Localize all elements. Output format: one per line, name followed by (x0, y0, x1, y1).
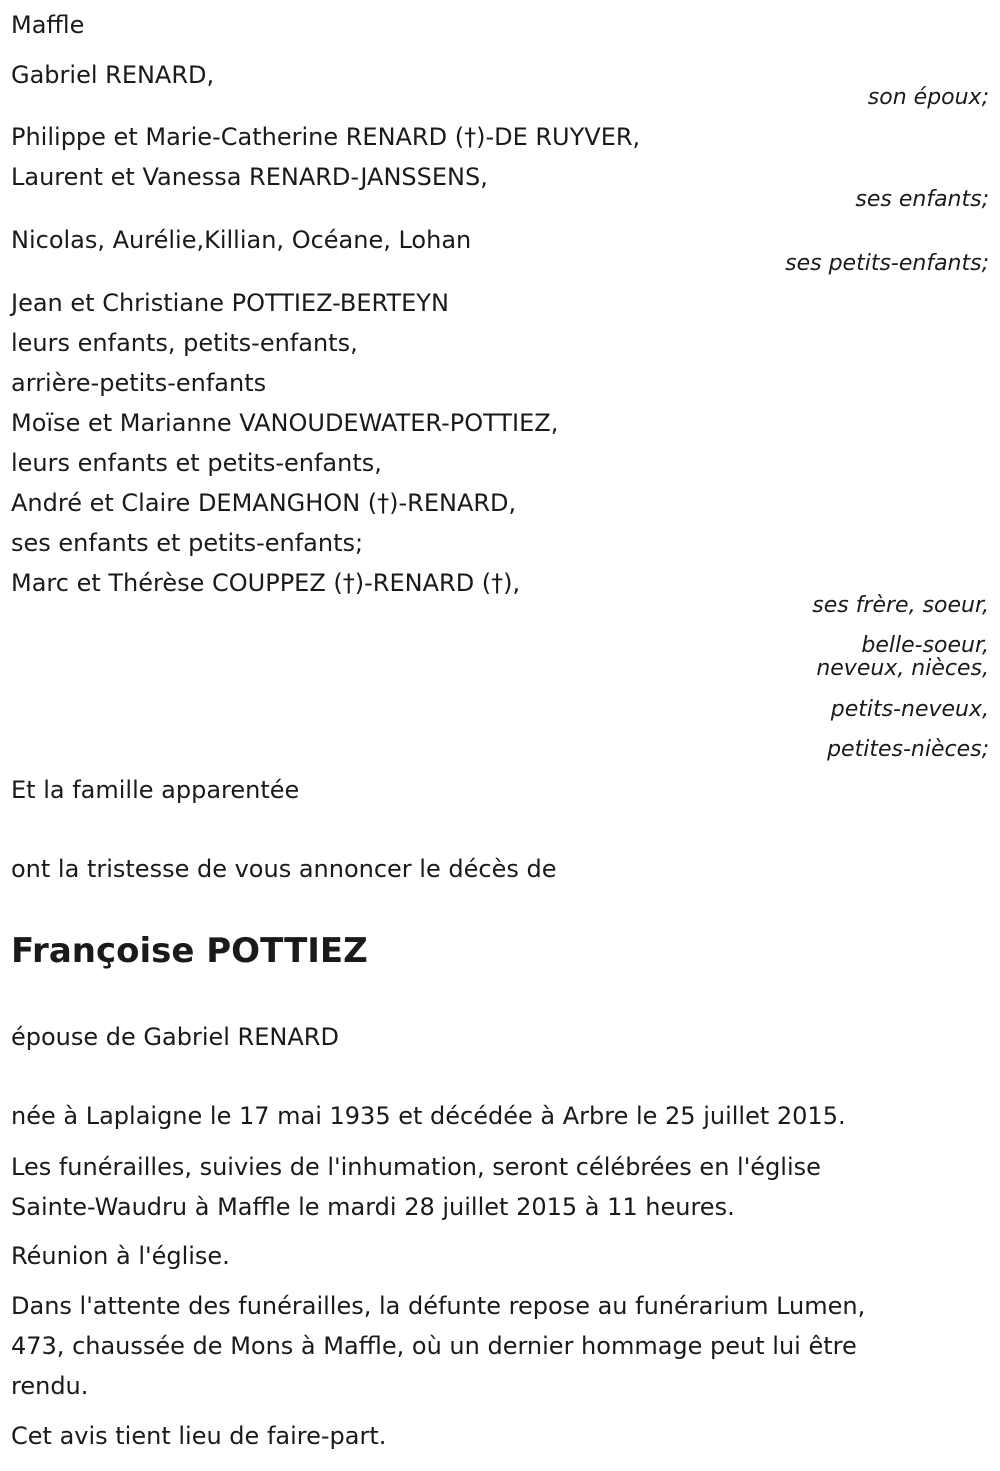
siblings-role: petites-nièces; (827, 737, 989, 762)
announcement-intro: ont la tristesse de vous annoncer le décès de (11, 855, 557, 883)
sibling-line: Marc et Thérèse COUPPEZ (†)-RENARD (†), (11, 569, 521, 597)
sibling-line: leurs enfants et petits-enfants, (11, 449, 382, 477)
sibling-line: arrière-petits-enfants (11, 369, 267, 397)
child-line: Laurent et Vanessa RENARD-JANSSENS, (11, 163, 488, 191)
sibling-line: Jean et Christiane POTTIEZ-BERTEYN (11, 289, 449, 317)
spouse-name: Gabriel RENARD, (11, 61, 215, 89)
spouse-role: son époux; (867, 85, 989, 110)
sibling-line: leurs enfants, petits-enfants, (11, 329, 358, 357)
relation: épouse de Gabriel RENARD (11, 1023, 339, 1051)
grandchildren: Nicolas, Aurélie,Killian, Océane, Lohan (11, 226, 472, 254)
funerarium-line: 473, chaussée de Mons à Maffle, où un dernier hommage peut lui être (11, 1332, 857, 1360)
siblings-role: neveux, nièces, (816, 656, 989, 681)
grandchildren-role: ses petits-enfants; (785, 251, 989, 276)
birth-death: née à Laplaigne le 17 mai 1935 et décédée à Arbre le 25 juillet 2015. (11, 1102, 846, 1130)
sibling-line: Moïse et Marianne VANOUDEWATER-POTTIEZ, (11, 409, 559, 437)
funerarium-line: Dans l'attente des funérailles, la défunte repose au funérarium Lumen, (11, 1292, 866, 1320)
meeting: Réunion à l'église. (11, 1242, 230, 1270)
sibling-line: André et Claire DEMANGHON (†)-RENARD, (11, 489, 517, 517)
location: Maffle (11, 11, 85, 39)
deceased-name: Françoise POTTIEZ (11, 931, 368, 971)
funeral-line: Les funérailles, suivies de l'inhumation, seront célébrées en l'église (11, 1153, 821, 1181)
funeral-line: Sainte-Waudru à Maffle le mardi 28 juillet 2015 à 11 heures. (11, 1193, 735, 1221)
sibling-line: ses enfants et petits-enfants; (11, 529, 364, 557)
siblings-role: belle-soeur, (861, 633, 989, 658)
child-line: Philippe et Marie-Catherine RENARD (†)-DE RUYVER, (11, 123, 641, 151)
children-role: ses enfants; (855, 187, 989, 212)
closing: Cet avis tient lieu de faire-part. (11, 1422, 387, 1450)
siblings-role: ses frère, soeur, (812, 593, 989, 618)
funerarium-line: rendu. (11, 1372, 89, 1400)
extended-family: Et la famille apparentée (11, 776, 300, 804)
siblings-role: petits-neveux, (830, 697, 989, 722)
